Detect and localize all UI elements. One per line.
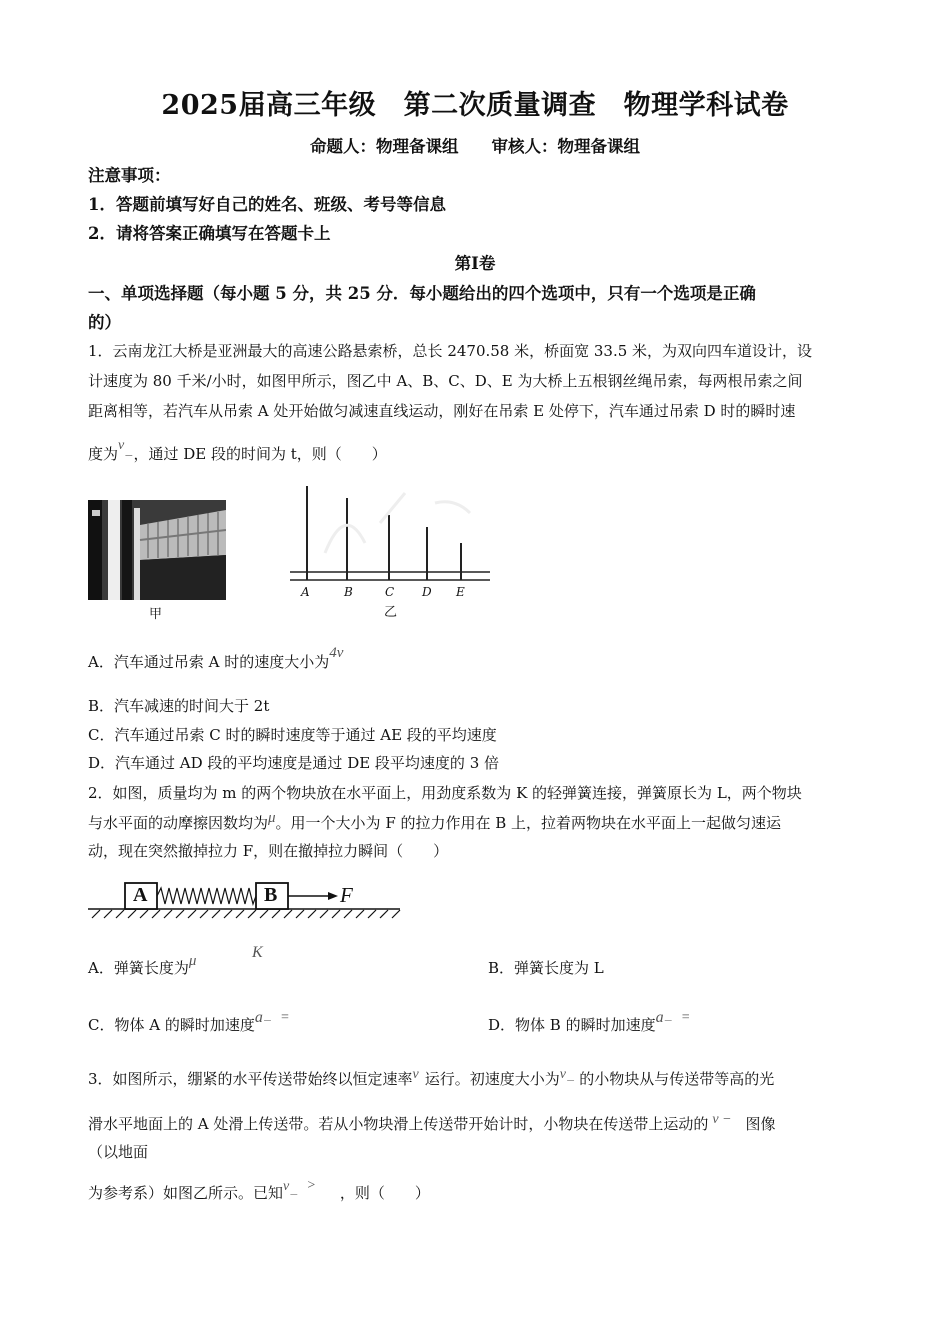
- paper-authors: 命题人：物理备课组 审核人：物理备课组: [310, 137, 640, 156]
- q2-line: 动，现在突然撤掉拉力 F，则在撤掉拉力瞬间（ ）: [88, 842, 449, 860]
- q1-option-d: D．汽车通过 AD 段的平均速度是通过 DE 段平均速度的 3 倍: [88, 754, 500, 772]
- section-heading-cont: 的）: [88, 313, 121, 332]
- q2-option-a-text: A．弹簧长度为: [88, 959, 189, 977]
- notice-item: 2．请将答案正确填写在答题卡上: [88, 224, 331, 243]
- figure-yi-label: 乙: [384, 605, 398, 620]
- q3-line1-part: 的小物块从与传送带等高的光: [579, 1070, 775, 1088]
- block-a-label: A: [133, 884, 148, 906]
- q1-line4-suffix: ，通过 DE 段的时间为 t，则（ ）: [133, 445, 387, 463]
- q3-line1-part: 运行。初速度大小为: [424, 1070, 560, 1088]
- accel-symbol: a: [655, 1009, 664, 1026]
- q1-line: 1．云南龙江大桥是亚洲最大的高速公路悬索桥，总长 2470.58 米，桥面宽 33.5 米，为双向四车道设计，设: [88, 342, 813, 360]
- q3-line: [88, 1113, 776, 1134]
- q1-line: 度为v−，通过 DE 段的时间为 t，则（ ）: [88, 438, 387, 463]
- q3-line2-part: 滑水平地面上的 A 处滑上传送带。若从小物块滑上传送带开始计时，小物块在传送带上运动的: [88, 1115, 709, 1133]
- notice-item: 1．答题前填写好自己的姓名、班级、考号等信息: [88, 195, 446, 214]
- q2-option-d-text: D．物体 B 的瞬时加速度: [488, 1016, 656, 1034]
- equals-sign: =: [280, 1010, 290, 1025]
- q2-line2-prefix: 与水平面的动摩擦因数均为: [88, 814, 269, 832]
- velocity-symbol: v: [118, 438, 125, 453]
- cable-label-a: A: [301, 585, 310, 599]
- k-symbol: K: [252, 944, 263, 961]
- q2-option-b: B．弹簧长度为 L: [488, 959, 604, 977]
- q2-option-c: C．物体 A 的瞬时加速度a− =: [88, 1009, 290, 1034]
- section-heading: 一、单项选择题（每小题 5 分，共 25 分．每小题给出的四个选项中，只有一个选项是正确: [88, 284, 756, 303]
- force-label: F: [340, 883, 353, 907]
- paper-title: 2025届高三年级 第二次质量调查 物理学科试卷: [161, 90, 789, 121]
- q2-line: [88, 812, 781, 833]
- mu-symbol: μ: [188, 953, 197, 969]
- q2-option-a: [88, 953, 197, 978]
- volume-label: 第Ⅰ卷: [454, 254, 496, 273]
- speed-symbol: 4v: [329, 645, 344, 661]
- q3-line: 3．如图所示，绷紧的水平传送带始终以恒定速率v 运行。初速度大小为v− 的小物块从与传送带等高的光: [88, 1067, 775, 1088]
- velocity-symbol: v: [412, 1067, 419, 1082]
- equals-sign: =: [680, 1010, 691, 1025]
- q1-option-a-text: A．汽车通过吊索 A 时的速度大小为: [88, 653, 330, 671]
- q3-line2-part: 图像: [745, 1115, 776, 1133]
- figure-jia-label: 甲: [149, 607, 163, 622]
- vt-symbol: v −: [712, 1112, 732, 1127]
- velocity-symbol: v: [559, 1067, 566, 1082]
- bridge-photo: [88, 500, 226, 600]
- cable-label-c: C: [385, 585, 395, 599]
- cable-label-e: E: [456, 585, 465, 599]
- q1-option-a: [88, 645, 344, 672]
- greater-than-sign: >: [306, 1178, 316, 1193]
- q1-line4-prefix: 度为: [88, 445, 119, 463]
- q3-line4-part: ，则（ ）: [339, 1184, 430, 1202]
- notice-heading: 注意事项：: [88, 166, 171, 185]
- q2-option-d: D．物体 B 的瞬时加速度a− =: [488, 1009, 691, 1034]
- q1-line: 计速度为 80 千米/小时，如图甲所示，图乙中 A、B、C、D、E 为大桥上五根钢丝绳吊索，每两根吊索之间: [88, 372, 803, 390]
- cable-label-d: D: [422, 585, 432, 599]
- mu-symbol: μ: [268, 810, 276, 826]
- cable-label-b: B: [344, 585, 353, 599]
- q1-option-b: B．汽车减速的时间大于 2t: [88, 697, 270, 715]
- accel-symbol: a: [254, 1009, 263, 1026]
- q1-line: 距离相等，若汽车从吊索 A 处开始做匀减速直线运动，刚好在吊索 E 处停下，汽车通过吊索 D 时的瞬时速: [88, 402, 796, 420]
- q3-line4-part: 为参考系）如图乙所示。已知: [88, 1184, 284, 1202]
- q3-line: （以地面: [88, 1143, 149, 1161]
- q2-line2-suffix: 。用一个大小为 F 的拉力作用在 B 上，拉着两物块在水平面上一起做匀速运: [275, 814, 782, 832]
- q2-option-c-text: C．物体 A 的瞬时加速度: [88, 1016, 255, 1034]
- velocity-symbol: v: [283, 1179, 290, 1194]
- q2-line: 2．如图，质量均为 m 的两个物块放在水平面上，用劲度系数为 K 的轻弹簧连接，弹簧原长为 L，两个物块: [88, 784, 802, 802]
- q1-option-c: C．汽车通过吊索 C 时的瞬时速度等于通过 AE 段的平均速度: [88, 726, 497, 744]
- block-b-label: B: [264, 884, 278, 906]
- q3-line: 为参考系）如图乙所示。已知v−> ，则（ ）: [88, 1178, 430, 1202]
- q3-line1-part: 3．如图所示，绷紧的水平传送带始终以恒定速率: [88, 1070, 413, 1088]
